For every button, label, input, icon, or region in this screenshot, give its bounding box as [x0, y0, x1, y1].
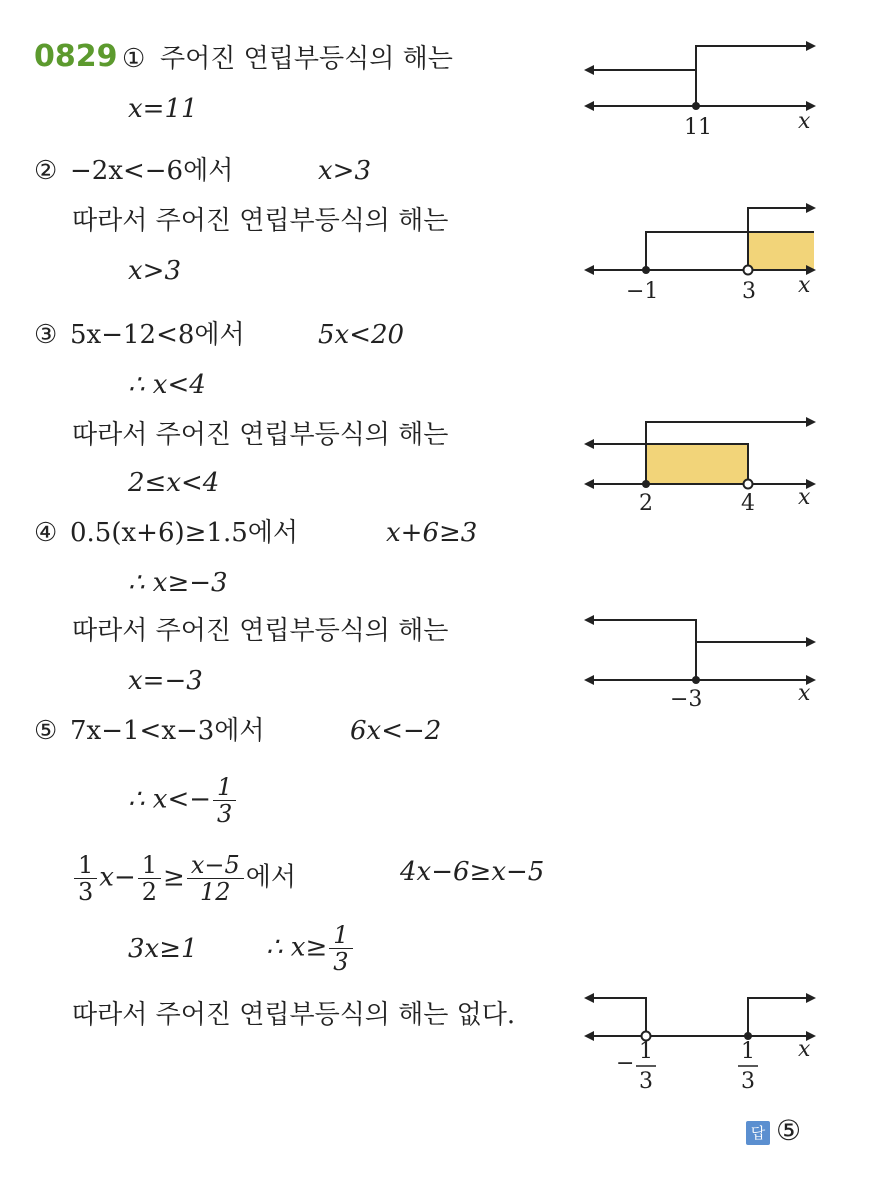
solution-shade-2	[748, 232, 814, 270]
part4-line: 따라서 주어진 연립부등식의 해는	[72, 616, 449, 646]
part4-therefore: ∴ x≥−3	[128, 568, 228, 598]
part4-step: x+6≥3	[386, 518, 478, 548]
part2-line: 따라서 주어진 연립부등식의 해는	[72, 206, 449, 236]
tick-neg-third-num: 1	[639, 1039, 653, 1064]
part5-eq3-b: ∴ x≥ $\frac{1}{3}$	[266, 922, 355, 975]
solution-shade-3	[646, 444, 748, 484]
axis-label-4: x	[798, 681, 811, 706]
fraction-3: $\frac{x-5}{12}$	[187, 852, 244, 905]
answer-label: 답	[746, 1121, 770, 1145]
axis-label-2: x	[798, 273, 811, 298]
tick-2: 2	[639, 491, 653, 516]
part1-marker: ①	[122, 44, 146, 74]
tick-third-num: 1	[741, 1039, 755, 1064]
part5-marker: ⑤	[34, 716, 58, 746]
fraction-2: $\frac{1}{2}$	[138, 852, 161, 905]
part4-ineq: 0.5(x+6)≥1.5에서	[70, 518, 298, 548]
axis-label-3: x	[798, 485, 811, 510]
answer-value: ⑤	[776, 1114, 802, 1147]
fraction-one-third-2: $\frac{1}{3}$	[329, 922, 352, 975]
tick-neg-sign: −	[616, 1051, 635, 1076]
tick-neg1: −1	[626, 279, 659, 304]
answer	[746, 1114, 801, 1147]
part3-therefore: ∴ x<4	[128, 370, 206, 400]
part4-result: x=−3	[128, 666, 203, 696]
part2-marker: ②	[34, 156, 58, 186]
part3-marker: ③	[34, 320, 58, 350]
tick-11: 11	[684, 115, 712, 140]
number-line-2	[580, 194, 820, 304]
part1-text: 주어진 연립부등식의 해는	[160, 44, 453, 74]
tick-third-den: 3	[741, 1069, 755, 1094]
part1-result: x=11	[128, 94, 198, 124]
part5-ineq: 7x−1<x−3에서	[70, 716, 265, 746]
part5-step: 6x<−2	[350, 716, 442, 746]
axis-label-5: x	[798, 1037, 811, 1062]
problem-number: 0829	[34, 39, 118, 74]
axis-label-1: x	[798, 109, 811, 134]
fraction-1: $\frac{1}{3}$	[74, 852, 97, 905]
part5-eq3-a: 3x≥1	[128, 934, 198, 964]
tick-4: 4	[741, 491, 755, 516]
part4-marker: ④	[34, 518, 58, 548]
number-line-1	[580, 30, 820, 140]
part3-ineq: 5x−12<8에서	[70, 320, 245, 350]
tick-neg-third-den: 3	[639, 1069, 653, 1094]
part5-line: 따라서 주어진 연립부등식의 해는 없다.	[72, 1000, 516, 1030]
tick-3: 3	[742, 279, 756, 304]
number-line-4	[580, 604, 820, 714]
part3-result: 2≤x<4	[128, 468, 220, 498]
part2-result: x>3	[128, 256, 181, 286]
tick-neg3: −3	[670, 687, 703, 712]
part5-equation-2: $\frac{1}{3}$ x− $\frac{1}{2}$ ≥ $\frac{x-5}{12}$ 에서	[72, 852, 296, 905]
part3-line: 따라서 주어진 연립부등식의 해는	[72, 420, 449, 450]
number-line-3	[580, 408, 820, 518]
part5-eq2-step: 4x−6≥x−5	[400, 857, 545, 887]
fraction-one-third: $\frac{1}{3}$	[213, 774, 236, 827]
part5-therefore	[128, 774, 238, 827]
part2-ineq: −2x<−6에서	[70, 156, 234, 186]
number-line-5	[580, 960, 820, 1100]
part5-therefore-prefix: ∴ x<−	[128, 784, 212, 815]
part3-step: 5x<20	[318, 320, 405, 350]
part2-step: x>3	[318, 156, 371, 186]
